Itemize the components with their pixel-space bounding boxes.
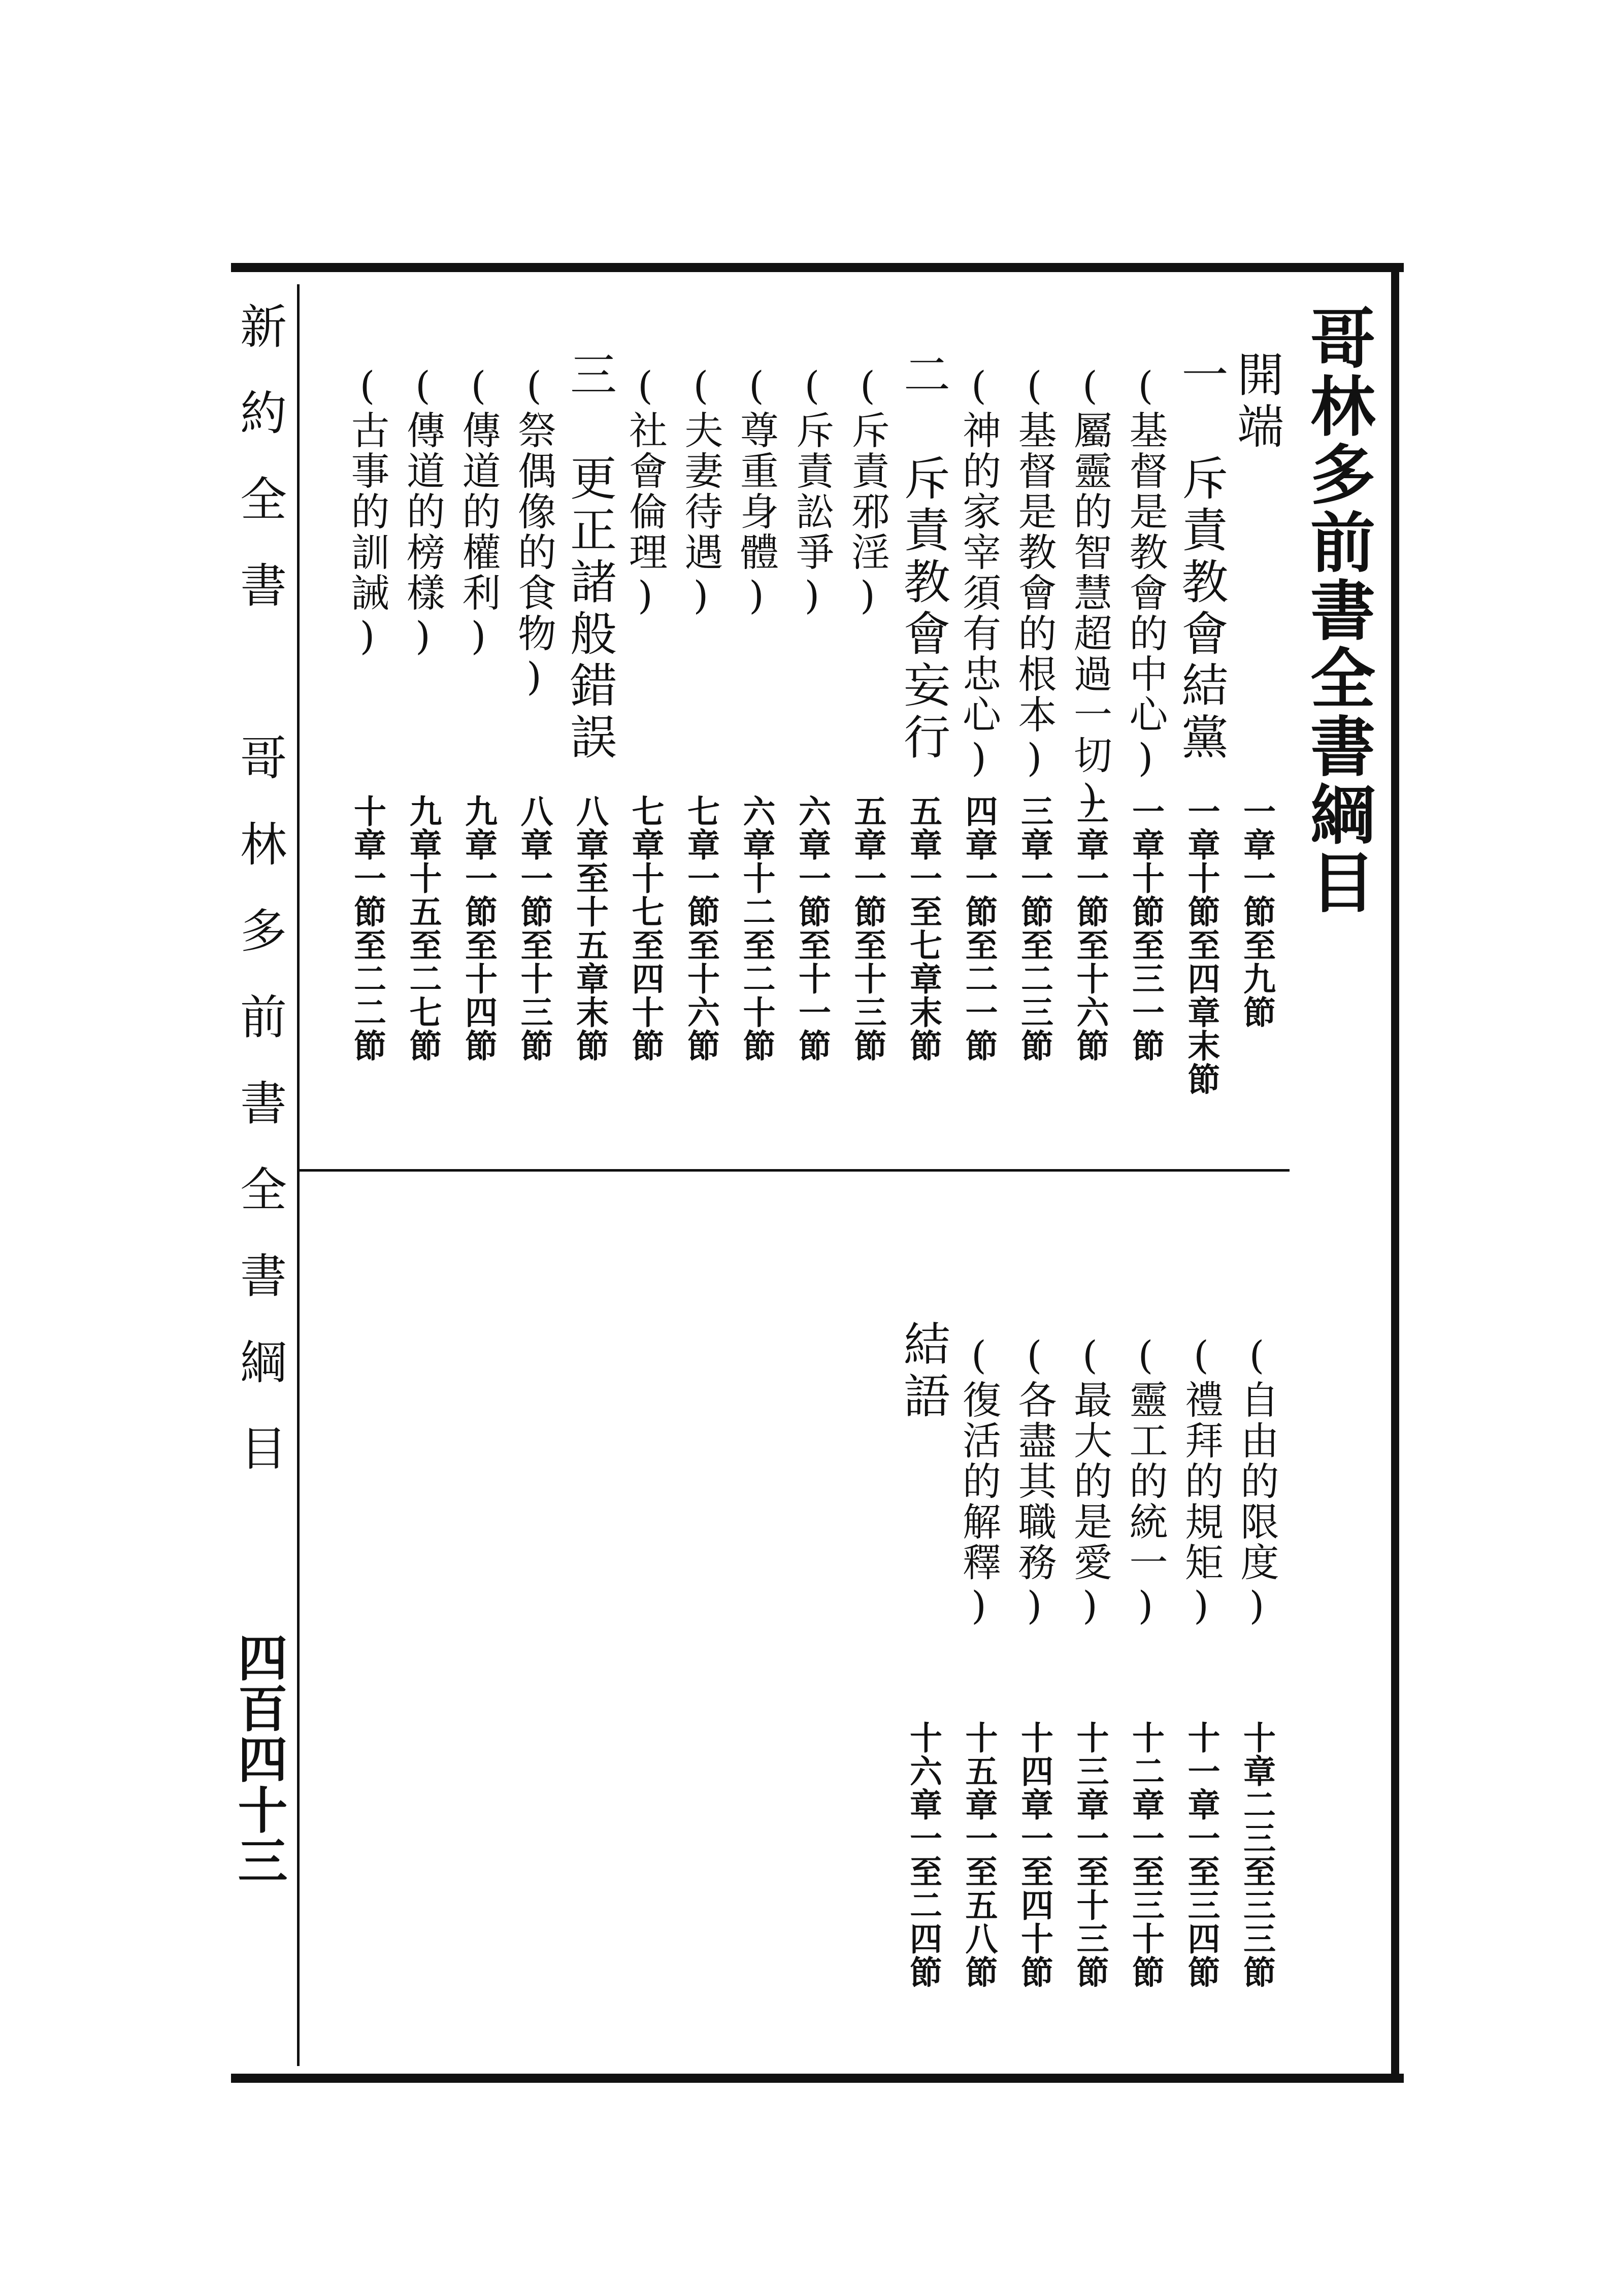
outline-subheading: (最大的是愛) (1067, 1333, 1113, 1630)
outline-subheading: (夫妻待遇) (678, 363, 723, 620)
chapter-verse-ref: 五章一至七章末節 (904, 794, 942, 1062)
frame-inner-rule (297, 284, 300, 2066)
side-label: 新約全書 哥林多前書全書綱目 (233, 302, 287, 1510)
page-title: 哥林多前書全書綱目 (1299, 305, 1375, 917)
chapter-verse-ref: 九章一節至十四節 (459, 794, 498, 1062)
outline-subheading: (斥責邪淫) (845, 363, 890, 620)
chapter-verse-ref: 十四章一至四十節 (1015, 1721, 1053, 1989)
frame-right-rule (1391, 263, 1399, 2083)
chapter-verse-ref: 十章二三至三三節 (1238, 1721, 1276, 1989)
chapter-verse-ref: 一章十節至四章末節 (1182, 794, 1220, 1096)
chapter-verse-ref: 十三章一至十三節 (1071, 1721, 1109, 1989)
frame-top-rule (231, 263, 1404, 272)
chapter-verse-ref: 一章十節至三一節 (1127, 794, 1165, 1062)
chapter-verse-ref: 八章至十五章末節 (571, 794, 609, 1062)
chapter-verse-ref: 十二章一至三十節 (1127, 1721, 1165, 1989)
outline-subheading: (復活的解釋) (956, 1333, 1002, 1630)
chapter-verse-ref: 十六章一至二四節 (904, 1721, 942, 1989)
outline-subheading: (基督是教會的根本) (1012, 363, 1057, 782)
outline-subheading: (自由的限度) (1234, 1333, 1279, 1630)
outline-subheading: (禮拜的規矩) (1178, 1333, 1224, 1630)
outline-subheading: (各盡其職務) (1012, 1333, 1057, 1630)
outline-subheading: (古事的訓誡) (345, 363, 390, 660)
chapter-verse-ref: 五章一節至十三節 (848, 794, 887, 1062)
chapter-verse-ref: 四章一節至二一節 (960, 794, 998, 1062)
chapter-verse-ref: 十五章一至五八節 (960, 1721, 998, 1989)
outline-subheading: (社會倫理) (622, 363, 668, 620)
chapter-verse-ref: 八章一節至十三節 (515, 794, 553, 1062)
outline-subheading: (尊重身體) (734, 363, 779, 620)
outline-subheading: (基督是教會的中心) (1123, 363, 1168, 782)
chapter-verse-ref: 二章一節至十六節 (1071, 794, 1109, 1062)
chapter-verse-ref: 十一章一至三四節 (1182, 1721, 1220, 1989)
outline-heading: 三 更正諸般錯誤 (563, 350, 617, 764)
outline-subheading: (傳道的榜樣) (400, 363, 446, 660)
chapter-verse-ref: 七章一節至十六節 (682, 794, 720, 1062)
outline-heading: 二 斥責教會妄行 (896, 350, 950, 764)
chapter-verse-ref: 六章一節至十一節 (793, 794, 831, 1062)
chapter-verse-ref: 七章十七至四十節 (626, 794, 665, 1062)
outline-subheading: (斥責訟爭) (789, 363, 835, 620)
outline-heading: 開端 (1230, 350, 1284, 454)
page-number: 四百四十三 (229, 1632, 288, 1886)
outline-subheading: (神的家宰須有忠心) (956, 363, 1002, 782)
outline-subheading: (傳道的權利) (456, 363, 501, 660)
chapter-verse-ref: 九章十五至二七節 (404, 794, 442, 1062)
chapter-verse-ref: 三章一節至二三節 (1015, 794, 1053, 1062)
chapter-verse-ref: 一章一節至九節 (1238, 794, 1276, 1029)
chapter-verse-ref: 十章一節至二二節 (348, 794, 386, 1062)
outline-subheading: (祭偶像的食物) (511, 363, 557, 701)
section-divider-rule (300, 1169, 1290, 1172)
outline-heading: 一 斥責教會結黨 (1174, 350, 1229, 764)
outline-heading: 結語 (896, 1320, 950, 1423)
outline-subheading: (靈工的統一) (1123, 1333, 1168, 1630)
frame-bottom-rule (231, 2074, 1404, 2083)
chapter-verse-ref: 六章十二至二十節 (737, 794, 776, 1062)
outline-subheading: (屬靈的智慧超過一切) (1067, 363, 1113, 823)
